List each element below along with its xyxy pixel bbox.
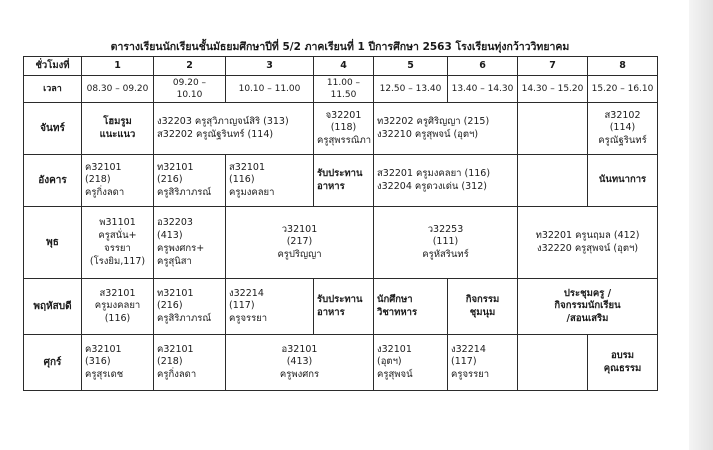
- cell-line: (อุตฯ): [377, 356, 402, 368]
- period-header: 6: [448, 57, 518, 76]
- class-cell: [82, 279, 154, 335]
- cell-line: ครูสุรเดช: [85, 369, 124, 381]
- cell-line: ครูกิ่งลดา: [157, 369, 197, 381]
- cell-line: (413): [157, 229, 183, 241]
- day-row-monday: [24, 103, 658, 155]
- cell-line: ค32101: [157, 343, 194, 355]
- class-cell: [518, 207, 658, 279]
- class-cell: [154, 103, 314, 155]
- cell-line: (118): [330, 122, 357, 134]
- cell-line: ครูสุนิสา: [157, 255, 192, 267]
- time-slot: [518, 76, 588, 103]
- cell-line: พ31101: [99, 217, 136, 229]
- cell-line: (116): [104, 313, 131, 325]
- empty-cell: [518, 155, 588, 207]
- empty-cell: [518, 335, 588, 391]
- cell-line: ง32101: [377, 343, 412, 355]
- cell-line: (117): [451, 356, 477, 368]
- cell-line: ครูพงศกร: [279, 369, 320, 381]
- cell-line: ชุมนุม: [469, 306, 496, 318]
- class-cell: [374, 155, 518, 207]
- cell-line: ท32101: [157, 287, 194, 299]
- page-title: ตารางเรียนนักเรียนชั้นมัธยมศึกษาปีที่ 5/2 ภาคเรียนที่ 1 ปีการศึกษา 2563 โรงเรียนทุ่งกว้าววิทยาคม: [110, 41, 570, 53]
- cell-line: รับประทาน: [317, 293, 363, 305]
- day-label: อังคาร: [24, 155, 82, 207]
- cell-line: ส32101: [229, 161, 266, 173]
- time-slot: [82, 76, 154, 103]
- cell-line: กิจกรรม: [465, 293, 500, 305]
- empty-cell: [518, 103, 588, 155]
- cell-line: ว32101: [281, 223, 318, 235]
- cell-line: จ32201: [325, 109, 362, 121]
- class-cell: [374, 207, 518, 279]
- cell-line: ส32101: [99, 287, 136, 299]
- screen-edge: [689, 0, 713, 450]
- period-header: 3: [226, 57, 314, 76]
- cell-line: ครูกิ่งลดา: [85, 187, 125, 199]
- cell-line: ง32204 ครูดวงเด่น (312): [377, 180, 487, 192]
- time-slot: [226, 76, 314, 103]
- cell-line: (114): [609, 122, 636, 134]
- header-row: [24, 57, 658, 76]
- activity-cell: [374, 279, 448, 335]
- cell-line: ครูสุพรรณิภา: [317, 135, 372, 147]
- cell-line: ส32202 ครูณัฐรินทร์ (114): [157, 128, 274, 140]
- cell-line: แนะแนว: [99, 128, 136, 140]
- class-cell: [82, 155, 154, 207]
- activity-cell: [518, 279, 658, 335]
- cell-line: อาหาร: [317, 180, 345, 192]
- time-row: [24, 76, 658, 103]
- cell-line: กิจกรรมนักเรียน: [554, 300, 621, 312]
- cell-line: ท32101: [157, 161, 194, 173]
- cell-line: ครูสนั่น+: [98, 229, 137, 241]
- cell-line: ครูสิริภาภรณ์: [157, 313, 212, 325]
- period-header: 5: [374, 57, 448, 76]
- day-label: ศุกร์: [24, 335, 82, 391]
- day-row-wednesday: [24, 207, 658, 279]
- cell-line: 09.20 –: [172, 78, 207, 88]
- cell-line: ส32102: [604, 109, 641, 121]
- day-row-thursday: [24, 279, 658, 335]
- cell-line: คุณธรรม: [603, 362, 642, 374]
- header-corner: ชั่วโมงที่: [24, 57, 82, 76]
- cell-line: ครูมงคลยา: [94, 300, 141, 312]
- cell-line: (216): [157, 300, 183, 312]
- cell-line: ครูจรรยา: [451, 369, 490, 381]
- cell-line: ค32101: [85, 343, 122, 355]
- cell-line: 10.10: [176, 90, 203, 101]
- cell-line: จรรยา: [104, 242, 131, 254]
- cell-line: นักศึกษา: [377, 293, 413, 305]
- cell-line: ง32214: [451, 343, 486, 355]
- class-cell: [154, 207, 226, 279]
- recreation-cell: [588, 155, 658, 207]
- cell-line: (116): [229, 174, 255, 186]
- cell-line: ครูมงคลยา: [229, 187, 275, 199]
- lunch-cell: [314, 155, 374, 207]
- day-row-friday: [24, 335, 658, 391]
- period-header: 1: [82, 57, 154, 76]
- day-row-tuesday: [24, 155, 658, 207]
- cell-line: อาหาร: [317, 306, 345, 318]
- cell-line: (218): [157, 356, 183, 368]
- cell-line: (218): [85, 174, 111, 186]
- cell-line: 08.30 – 09.20: [86, 84, 149, 95]
- cell-line: ค32101: [85, 161, 122, 173]
- cell-line: 11.00 –: [326, 78, 361, 88]
- cell-line: ครูปริญญา: [277, 249, 322, 261]
- time-slot: [448, 76, 518, 103]
- time-label: เวลา: [24, 76, 82, 103]
- cell-line: (111): [432, 236, 459, 248]
- schedule-table: [23, 56, 658, 391]
- cell-line: นันทนาการ: [598, 174, 647, 186]
- cell-line: ครูสุพจน์: [377, 369, 413, 381]
- cell-line: ว32253: [427, 223, 464, 235]
- cell-line: 10.10 – 11.00: [238, 84, 301, 95]
- homeroom-cell: [82, 103, 154, 155]
- cell-line: /สอนเสริม: [566, 313, 609, 325]
- class-cell: [448, 335, 518, 391]
- day-label: จันทร์: [24, 103, 82, 155]
- day-label: พฤหัสบดี: [24, 279, 82, 335]
- class-cell: [226, 335, 374, 391]
- cell-line: ง32203 ครูสุวิภาญจน์สิริ (313): [157, 115, 289, 127]
- cell-line: (117): [229, 300, 255, 312]
- class-cell: [226, 207, 374, 279]
- cell-line: ส32201 ครูมงคลยา (116): [377, 167, 491, 179]
- cell-line: ประชุมครู /: [563, 287, 612, 299]
- class-cell: [588, 103, 658, 155]
- cell-line: ครูพงศกร+: [157, 242, 205, 254]
- cell-line: (316): [85, 356, 111, 368]
- class-cell: [154, 155, 226, 207]
- cell-line: 12.50 – 13.40: [379, 84, 442, 95]
- class-cell: [226, 279, 314, 335]
- moral-training-cell: [588, 335, 658, 391]
- cell-line: (217): [286, 236, 313, 248]
- class-cell: [82, 207, 154, 279]
- cell-line: ครูณัฐรินทร์: [598, 135, 647, 147]
- class-cell: [374, 335, 448, 391]
- cell-line: 14.30 – 15.20: [521, 84, 584, 95]
- cell-line: อบรม: [610, 349, 635, 361]
- cell-line: ง32210 ครูสุพจน์ (อุตฯ): [377, 128, 479, 140]
- cell-line: (โรงยิม,117): [89, 255, 146, 267]
- period-header: 7: [518, 57, 588, 76]
- class-cell: [226, 155, 314, 207]
- time-slot: [154, 76, 226, 103]
- cell-line: 11.50: [330, 90, 357, 101]
- period-header: 8: [588, 57, 658, 76]
- cell-line: โฮมรูม: [103, 115, 132, 127]
- cell-line: 15.20 – 16.10: [591, 84, 654, 95]
- period-header: 4: [314, 57, 374, 76]
- time-slot: [374, 76, 448, 103]
- class-cell: [374, 103, 518, 155]
- cell-line: วิชาทหาร: [377, 306, 418, 318]
- cell-line: 13.40 – 14.30: [451, 84, 514, 95]
- cell-line: ง32214: [229, 287, 264, 299]
- cell-line: ครูสิริภาภรณ์: [157, 187, 212, 199]
- day-label: พุธ: [24, 207, 82, 279]
- class-cell: [82, 335, 154, 391]
- class-cell: [154, 279, 226, 335]
- class-cell: [314, 103, 374, 155]
- lunch-cell: [314, 279, 374, 335]
- cell-line: (413): [286, 356, 313, 368]
- cell-line: ท32201 ครูนฤมล (412): [535, 229, 640, 241]
- period-header: 2: [154, 57, 226, 76]
- cell-line: ง32220 ครูสุพจน์ (อุตฯ): [536, 242, 639, 254]
- cell-line: อ32101: [281, 343, 318, 355]
- cell-line: ครูจรรยา: [229, 313, 268, 325]
- class-cell: [154, 335, 226, 391]
- cell-line: ครูหัสรินทร์: [422, 249, 469, 261]
- time-slot: [588, 76, 658, 103]
- cell-line: รับประทาน: [317, 167, 363, 179]
- time-slot: [314, 76, 374, 103]
- cell-line: อ32203: [157, 217, 193, 229]
- cell-line: (216): [157, 174, 183, 186]
- cell-line: ท32202 ครูศิริญญา (215): [377, 115, 490, 127]
- activity-cell: [448, 279, 518, 335]
